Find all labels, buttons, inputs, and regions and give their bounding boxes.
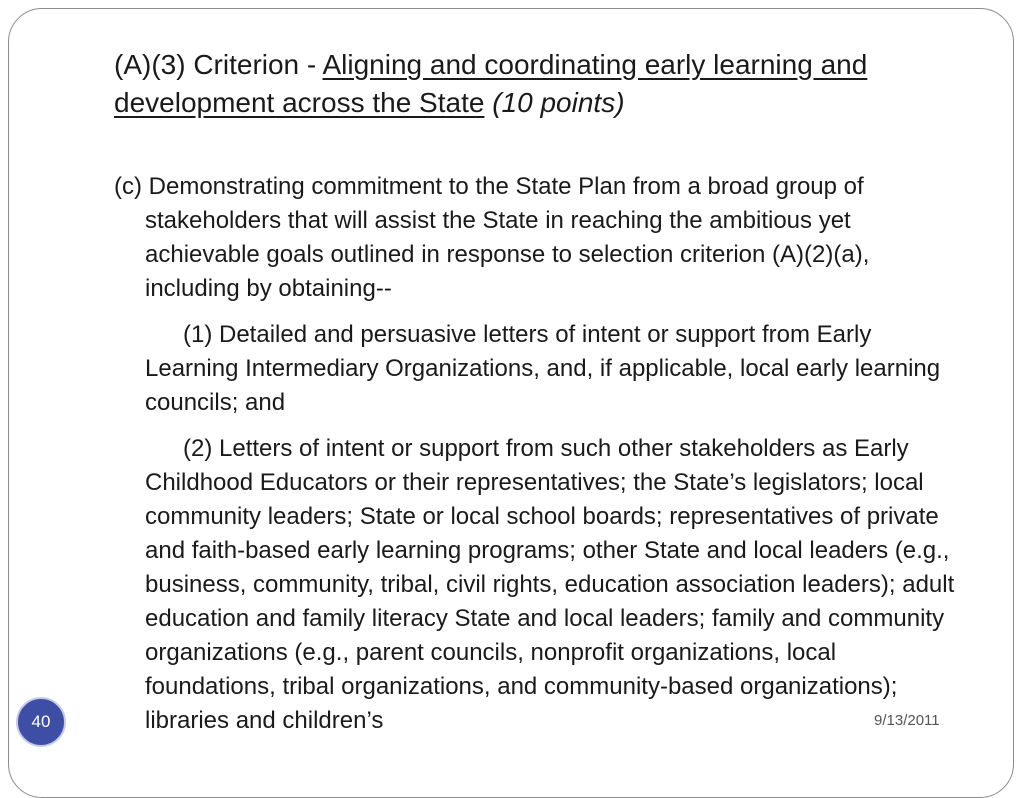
slide-title xyxy=(114,46,954,122)
slide-body xyxy=(114,170,964,738)
title-underlined: Aligning and coordinating early learning and development across the State xyxy=(114,49,868,118)
title-prefix: (A)(3) Criterion - xyxy=(114,49,323,80)
page-number: 40 xyxy=(31,712,51,731)
paragraph-1: (1) Detailed and persuasive letters of intent or support from Early Learning Intermediary Organizations, and, if applicable, local early learning councils; and xyxy=(145,321,941,416)
title-points: (10 points) xyxy=(492,87,625,118)
slide-date: 9/13/2011 xyxy=(874,712,940,729)
paragraph-c: (c) Demonstrating commitment to the State Plan from a broad group of stakeholders that will assist the State in reaching the ambitious yet achievable goals outlined in response to selection criterion (A)(2)(a), including by obtaining-- xyxy=(114,173,870,302)
page-number-badge xyxy=(16,697,66,747)
paragraph-2: (2) Letters of intent or support from such other stakeholders as Early Childhood Educators or their representatives; the State’s legislators; local community leaders; State or local school boards; representatives of private and faith-based early learning programs; other State and local leaders (e.g., business, community, tribal, civil rights, education association leaders); adult education and family literacy State and local leaders; family and community organizations (e.g., parent councils, nonprofit organizations, local foundations, tribal organizations, and community-based organizations); libraries and children’s xyxy=(145,435,955,734)
